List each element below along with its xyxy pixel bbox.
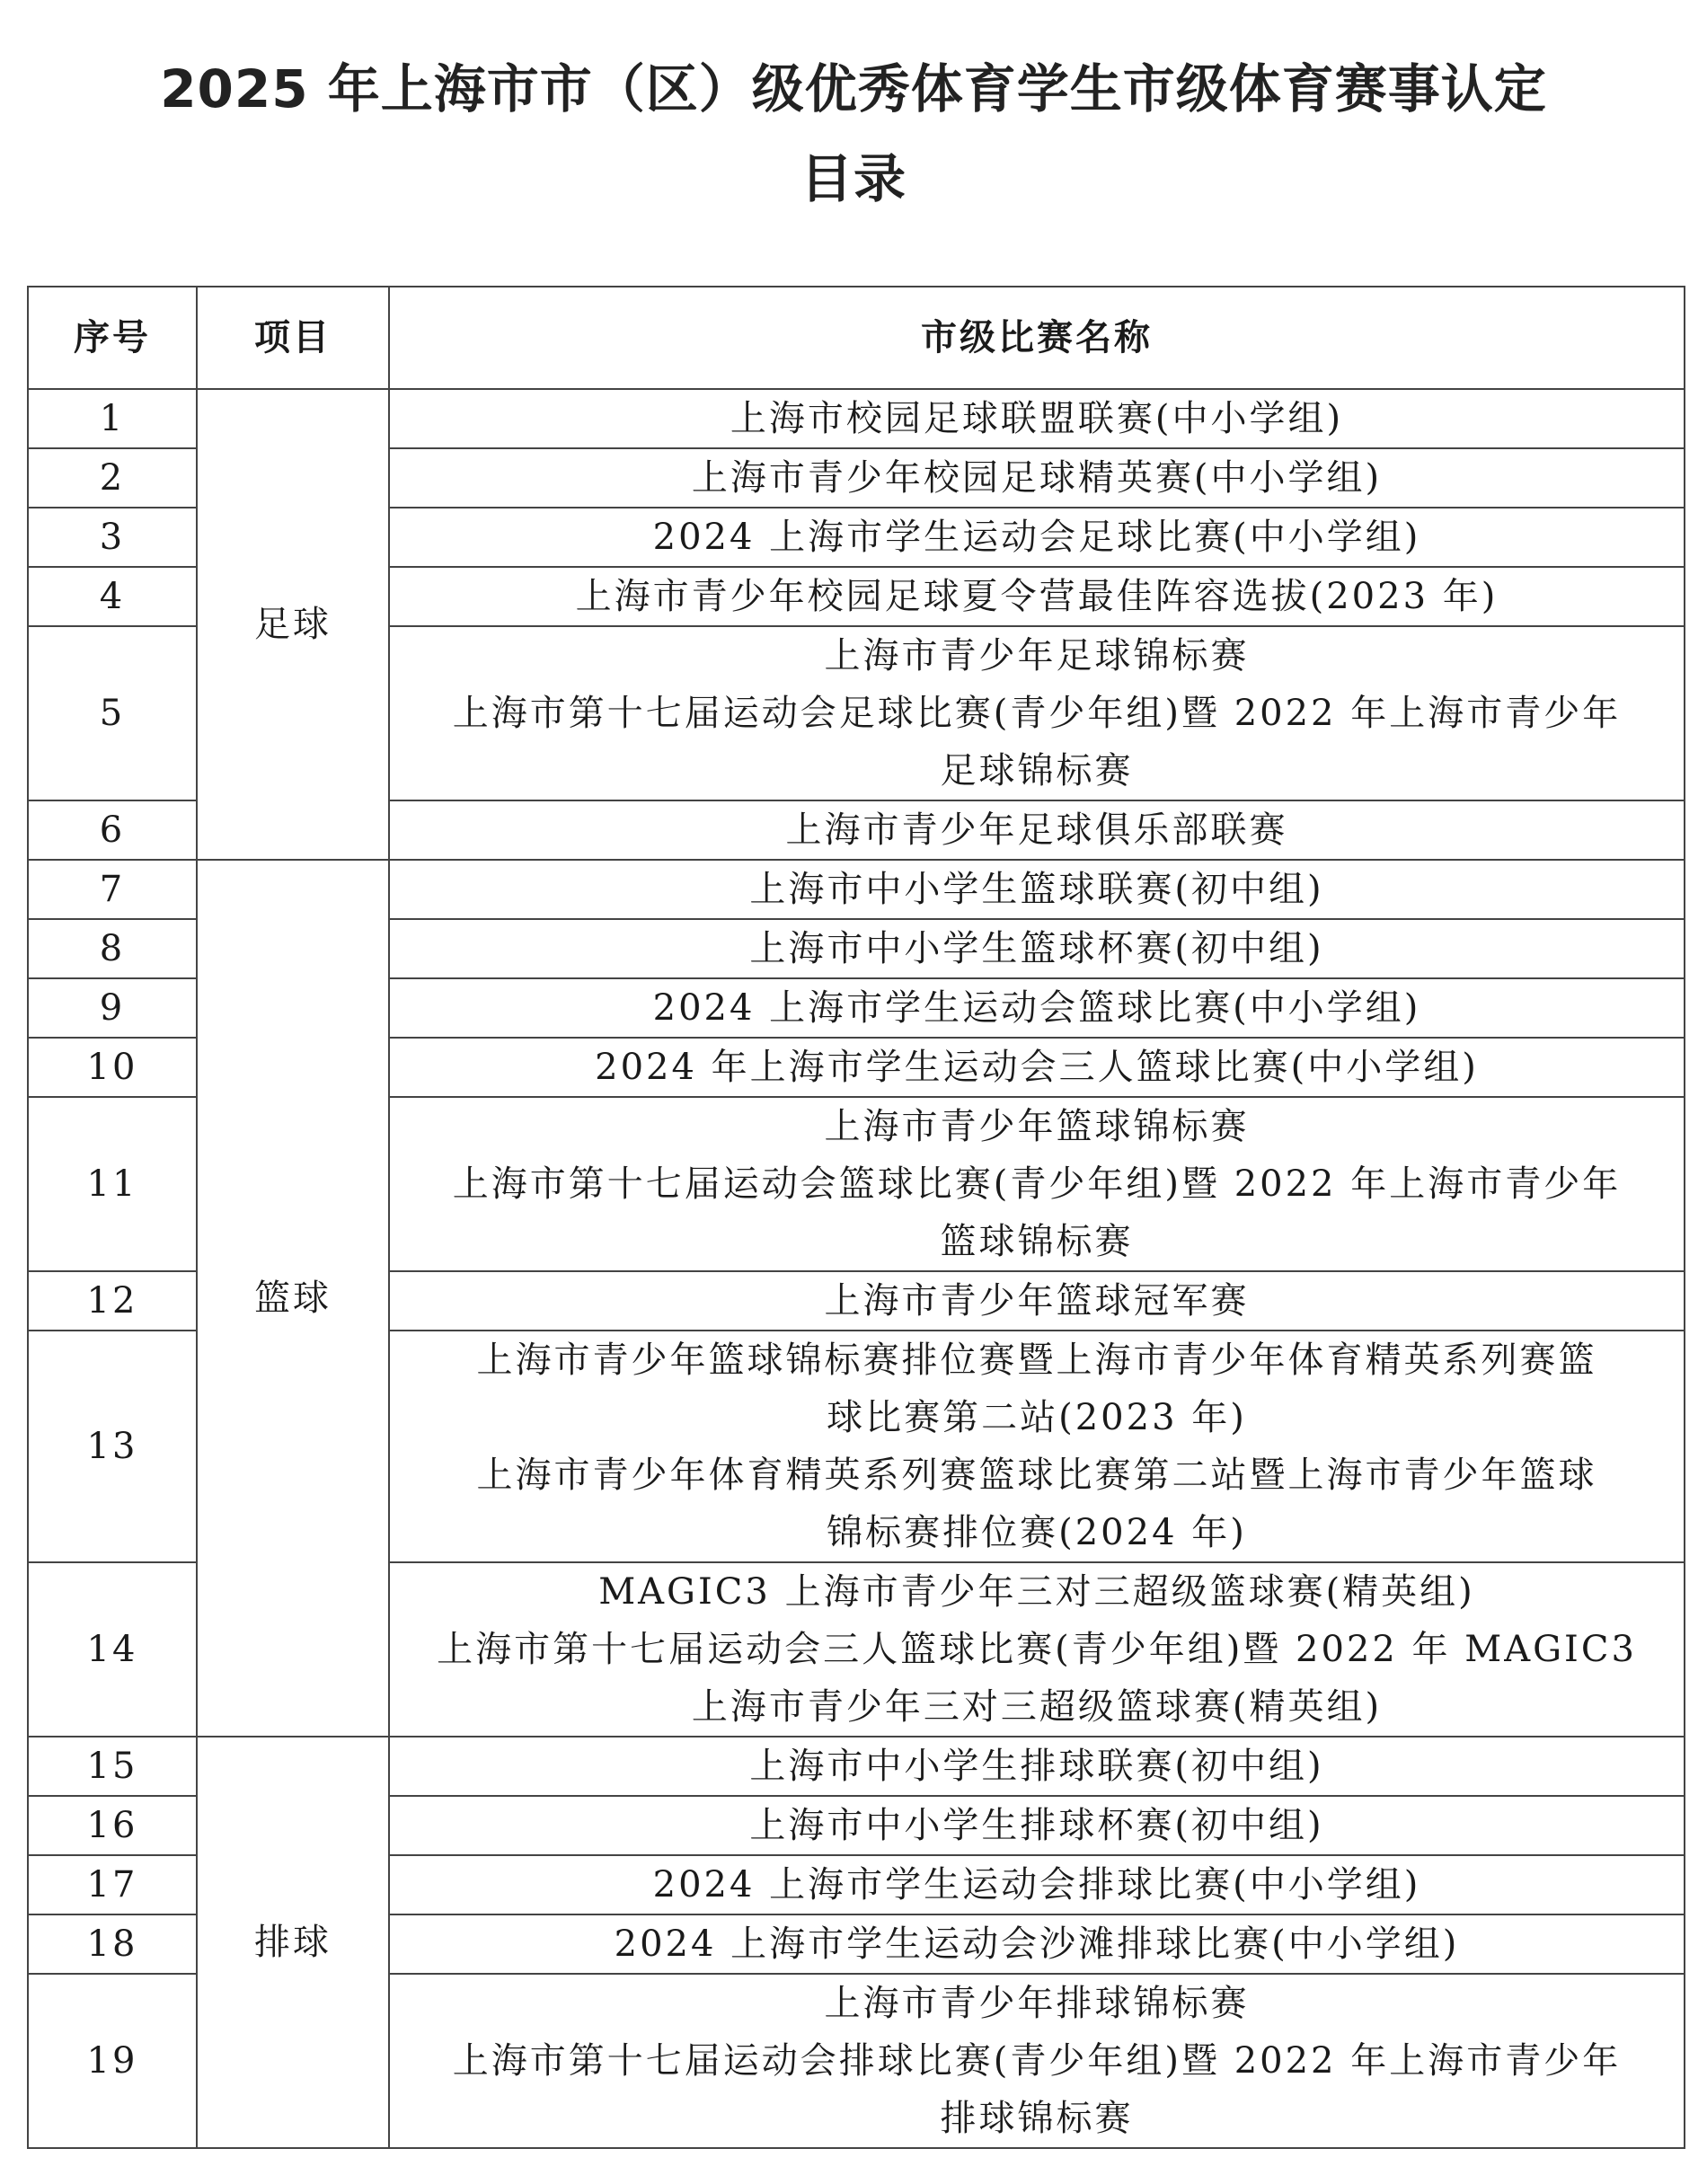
competition-name-cell [389, 1855, 1685, 1914]
competition-name-line: 上海市青少年足球俱乐部联赛 [785, 809, 1288, 851]
competition-name-line: 2024 上海市学生运动会沙滩排球比赛(中小学组) [614, 1923, 1460, 1965]
serial-number-cell: 7 [28, 860, 197, 919]
competition-name-cell [389, 1974, 1685, 2148]
serial-number-cell: 12 [28, 1271, 197, 1331]
competition-name-cell [389, 508, 1685, 567]
table-row [28, 389, 1685, 448]
competition-name-line: 上海市中小学生篮球联赛(初中组) [749, 869, 1324, 910]
catalog-table [27, 286, 1685, 2149]
competition-name-line: 上海市青少年排球锦标赛 [824, 1983, 1250, 2024]
competition-name-cell [389, 1331, 1685, 1562]
competition-name-line: MAGIC3 上海市青少年三对三超级篮球赛(精英组) [598, 1571, 1475, 1613]
competition-name-cell [389, 800, 1685, 860]
serial-number-cell: 15 [28, 1737, 197, 1796]
sport-cell: 足球 [197, 389, 389, 860]
competition-name-cell [389, 1914, 1685, 1974]
competition-name-cell [389, 626, 1685, 800]
competition-name-line: 上海市青少年足球锦标赛 [824, 635, 1250, 676]
serial-number-cell: 8 [28, 919, 197, 978]
competition-name-cell [389, 567, 1685, 626]
serial-number-cell: 18 [28, 1914, 197, 1974]
competition-name-line: 上海市中小学生排球杯赛(初中组) [749, 1805, 1324, 1846]
competition-name-cell [389, 978, 1685, 1038]
competition-name-line: 上海市中小学生排球联赛(初中组) [749, 1746, 1324, 1787]
header-serial-number: 序号 [28, 287, 197, 389]
competition-name-cell [389, 1737, 1685, 1796]
serial-number-cell: 5 [28, 626, 197, 800]
serial-number-cell: 1 [28, 389, 197, 448]
competition-name-cell [389, 1038, 1685, 1097]
competition-name-line: 上海市青少年篮球锦标赛 [824, 1106, 1250, 1147]
competition-name-line: 排球锦标赛 [940, 2098, 1134, 2139]
header-competition-name: 市级比赛名称 [389, 287, 1685, 389]
competition-name-cell [389, 1097, 1685, 1271]
serial-number-cell: 19 [28, 1974, 197, 2148]
competition-name-line: 上海市青少年校园足球精英赛(中小学组) [691, 457, 1383, 499]
competition-name-line: 2024 上海市学生运动会排球比赛(中小学组) [652, 1864, 1421, 1905]
competition-name-cell [389, 860, 1685, 919]
header-sport: 项目 [197, 287, 389, 389]
serial-number-cell: 17 [28, 1855, 197, 1914]
competition-name-line: 上海市青少年体育精英系列赛篮球比赛第二站暨上海市青少年篮球 [476, 1455, 1597, 1496]
competition-name-line: 上海市第十七届运动会篮球比赛(青少年组)暨 2022 年上海市青少年 [452, 1163, 1622, 1205]
competition-name-line: 上海市青少年篮球冠军赛 [824, 1280, 1250, 1322]
serial-number-cell: 4 [28, 567, 197, 626]
competition-name-line: 上海市第十七届运动会排球比赛(青少年组)暨 2022 年上海市青少年 [452, 2040, 1622, 2082]
document-title-line-1: 2025 年上海市市（区）级优秀体育学生市级体育赛事认定 [160, 58, 1547, 119]
competition-name-cell [389, 448, 1685, 508]
sport-cell: 篮球 [197, 860, 389, 1737]
competition-name-line: 上海市中小学生篮球杯赛(初中组) [749, 928, 1324, 969]
competition-name-cell [389, 1562, 1685, 1737]
serial-number-cell: 14 [28, 1562, 197, 1737]
serial-number-cell: 9 [28, 978, 197, 1038]
competition-name-cell [389, 1271, 1685, 1331]
header-row [28, 287, 1685, 389]
competition-name-line: 上海市第十七届运动会三人篮球比赛(青少年组)暨 2022 年 MAGIC3 [437, 1629, 1637, 1670]
competition-name-line: 上海市青少年校园足球夏令营最佳阵容选拔(2023 年) [575, 576, 1499, 617]
serial-number-cell: 10 [28, 1038, 197, 1097]
catalog-body [28, 389, 1685, 2148]
competition-name-line: 上海市校园足球联盟联赛(中小学组) [730, 398, 1344, 439]
table-row [28, 860, 1685, 919]
serial-number-cell: 13 [28, 1331, 197, 1562]
serial-number-cell: 6 [28, 800, 197, 860]
serial-number-cell: 16 [28, 1796, 197, 1855]
competition-name-line: 2024 上海市学生运动会篮球比赛(中小学组) [652, 987, 1421, 1029]
competition-name-line: 上海市第十七届运动会足球比赛(青少年组)暨 2022 年上海市青少年 [452, 693, 1622, 734]
competition-name-cell [389, 1796, 1685, 1855]
competition-name-line: 2024 上海市学生运动会足球比赛(中小学组) [652, 517, 1421, 558]
competition-name-line: 足球锦标赛 [940, 750, 1134, 791]
serial-number-cell: 11 [28, 1097, 197, 1271]
competition-name-line: 篮球锦标赛 [940, 1221, 1134, 1262]
competition-name-line: 上海市青少年篮球锦标赛排位赛暨上海市青少年体育精英系列赛篮 [476, 1340, 1597, 1381]
competition-name-line: 锦标赛排位赛(2024 年) [827, 1512, 1247, 1553]
competition-name-line: 上海市青少年三对三超级篮球赛(精英组) [691, 1686, 1383, 1728]
sport-cell: 排球 [197, 1737, 389, 2148]
table-row [28, 1737, 1685, 1796]
document-title-line-2: 目录 [800, 148, 907, 209]
competition-name-line: 球比赛第二站(2023 年) [827, 1397, 1247, 1438]
competition-name-line: 2024 年上海市学生运动会三人篮球比赛(中小学组) [595, 1047, 1479, 1088]
serial-number-cell: 3 [28, 508, 197, 567]
serial-number-cell: 2 [28, 448, 197, 508]
competition-name-cell [389, 919, 1685, 978]
competition-name-cell [389, 389, 1685, 448]
